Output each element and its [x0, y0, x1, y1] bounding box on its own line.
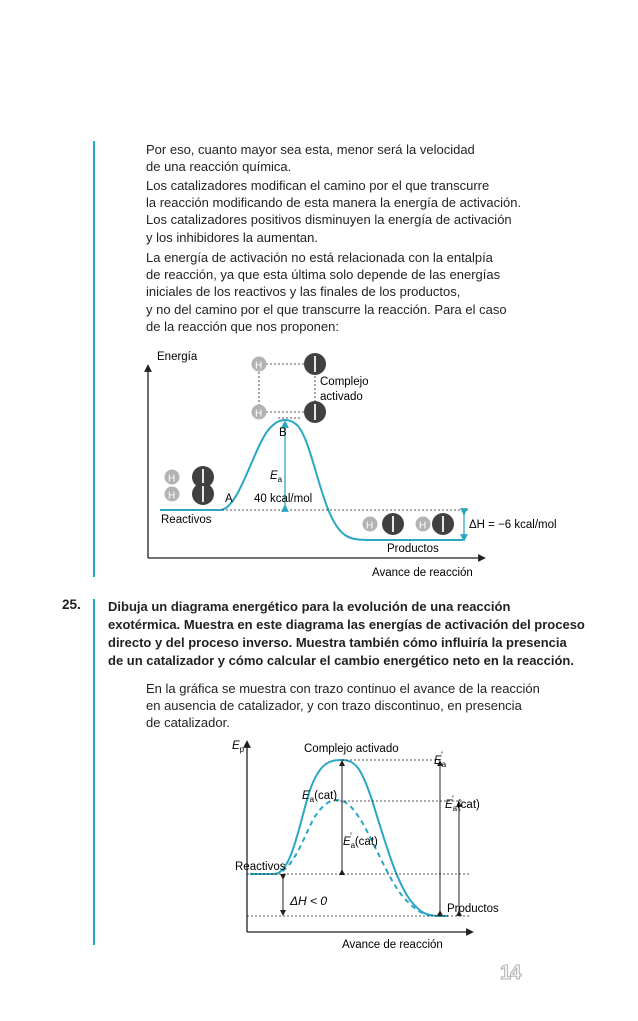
x-axis-label: Avance de reacción — [372, 567, 473, 579]
x-axis-label: Avance de reacción — [342, 939, 443, 951]
text-line: de un catalizador y cómo calcular el cambio energético neto en la reacción. — [108, 653, 574, 668]
page-number: 14 — [500, 962, 521, 984]
ea-reverse-cat-label: $E_a'$ (cat) — [445, 794, 480, 813]
y-axis-label: Energía — [157, 351, 198, 363]
point-a-label: A — [225, 493, 233, 505]
text-line: Los catalizadores positivos disminuyen la energía de activación — [146, 212, 512, 228]
ea-reverse-label: $E_a'$ — [434, 750, 447, 769]
exercise-number: 25. — [62, 597, 81, 612]
text-line: La energía de activación no está relacionada con la entalpía — [146, 250, 493, 265]
svg-text:H: H — [366, 520, 374, 532]
text-line: de una reacción química. — [146, 159, 292, 175]
ea-value-label: 40 kcal/mol — [254, 493, 313, 505]
products-label: Productos — [447, 903, 499, 915]
complex-label: Complejo activado — [304, 743, 399, 755]
text-line: y los inhibidores la aumentan. — [146, 229, 318, 245]
ea-cat-label: $E_a(cat)$ — [302, 790, 338, 804]
text-line: exotérmica. Muestra en este diagrama las energías de activación del proceso — [108, 617, 585, 632]
ea-symbol: $E_a$ — [270, 470, 283, 484]
text-line: de catalizador. — [146, 715, 230, 731]
text-line: y no del camino por el que transcurre la reacción. Para el caso — [146, 301, 507, 317]
reactants-label: Reactivos — [161, 514, 212, 526]
point-b-label: B — [279, 427, 287, 439]
reactants-label: Reactivos — [235, 861, 286, 873]
text-line: Los catalizadores modifican el camino por el que transcurre — [146, 178, 490, 193]
complex-label-line1: Complejo — [320, 376, 369, 388]
svg-text:H: H — [255, 360, 263, 372]
svg-text:H: H — [168, 473, 176, 485]
text-line: de reacción, ya que esta última solo depende de las energías — [146, 267, 501, 283]
delta-h-label: ΔH = −6 kcal/mol — [469, 519, 557, 531]
text-line: En la gráfica se muestra con trazo continuo el avance de la reacción — [146, 681, 540, 696]
svg-text:H: H — [168, 490, 176, 502]
text-line: Por eso, cuanto mayor sea esta, menor será la velocidad — [146, 142, 475, 157]
text-line: de la reacción que nos proponen: — [146, 318, 339, 334]
text-line: la reacción modificando de esta manera la energía de activación. — [146, 195, 522, 211]
svg-text:H: H — [255, 408, 263, 420]
products-label: Productos — [387, 543, 439, 555]
text-line: directo y del proceso inverso. Muestra también cómo influiría la presencia — [108, 635, 567, 650]
text-line: Dibuja un diagrama energético para la evolución de una reacción — [108, 599, 511, 614]
delta-h-label: ΔH < 0 — [290, 894, 328, 908]
complex-label-line2: activado — [320, 391, 363, 403]
svg-text:H: H — [419, 520, 427, 532]
ea-prime-cat-label: $E_a'$ (cat) — [343, 831, 378, 850]
text-line: iniciales de los reactivos y las finales de los productos, — [146, 284, 461, 300]
y-axis-label: $E_p$ — [232, 740, 245, 754]
text-line: en ausencia de catalizador, y con trazo discontinuo, en presencia — [146, 698, 522, 714]
